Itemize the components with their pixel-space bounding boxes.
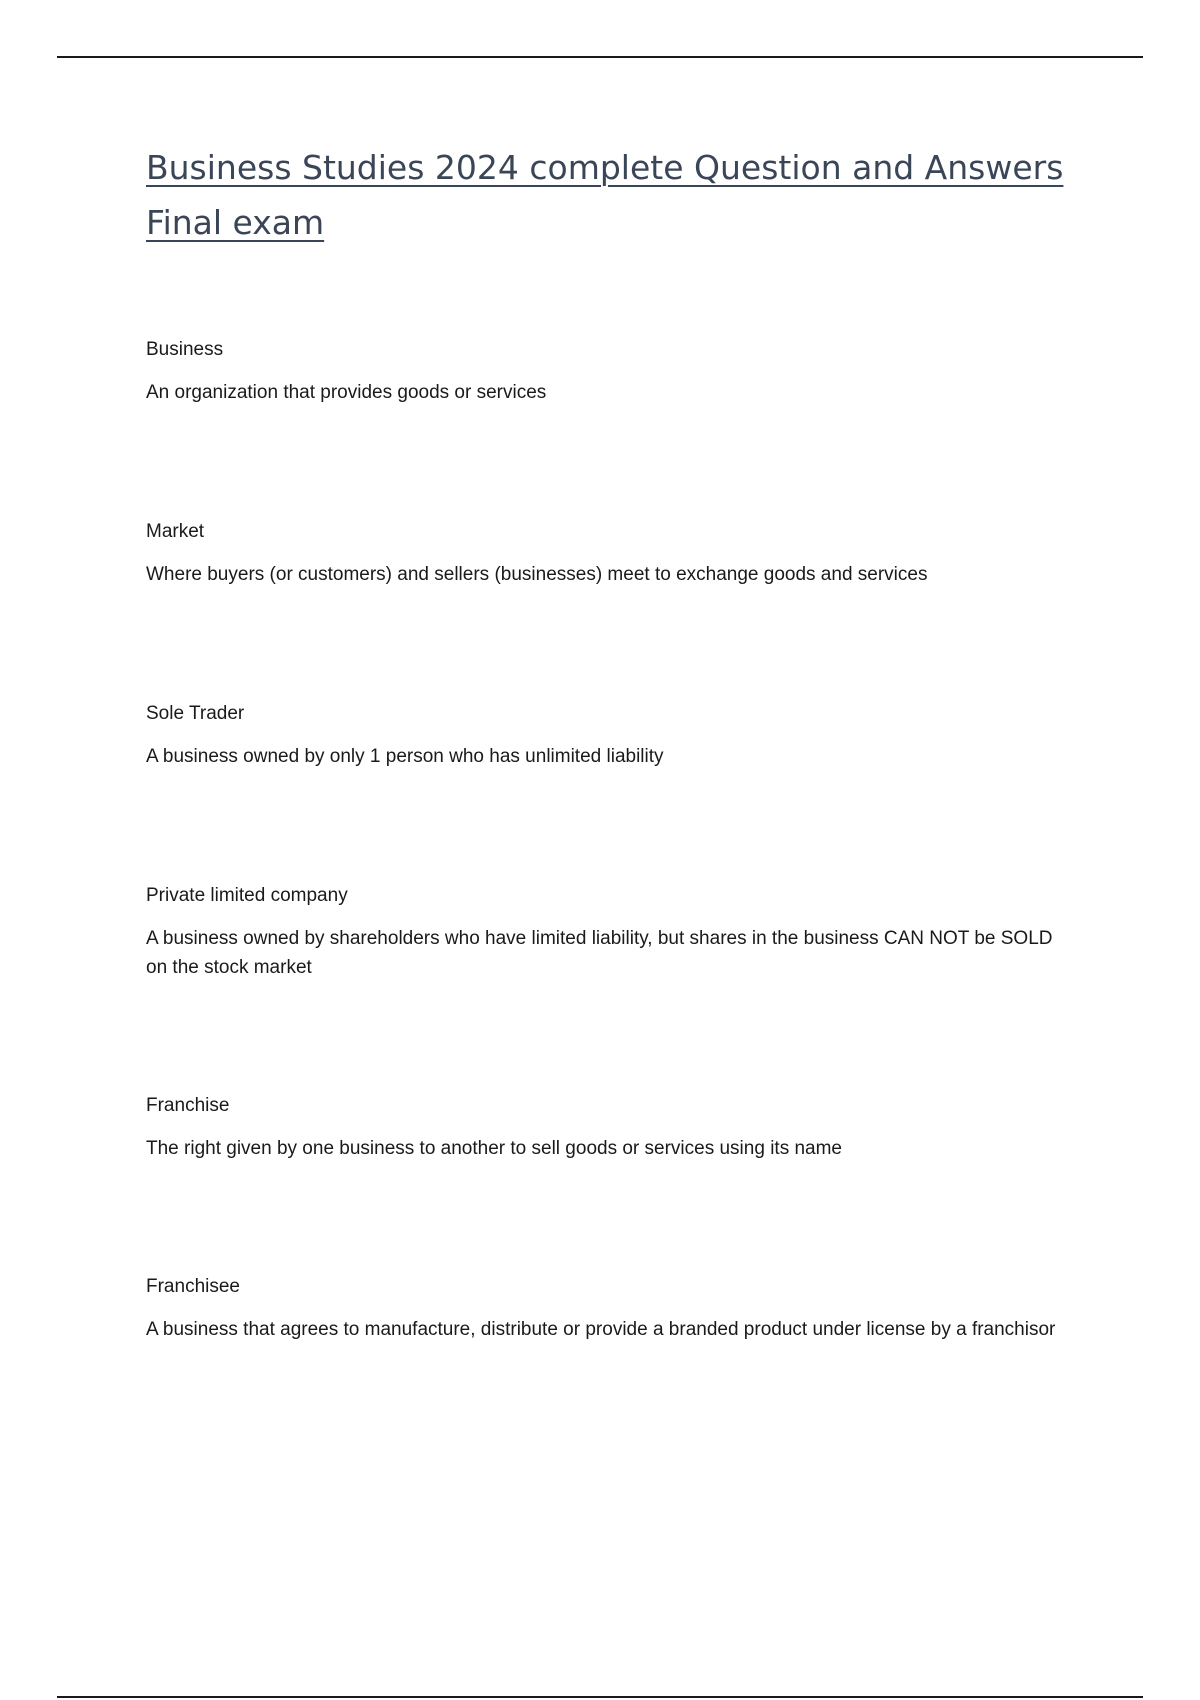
qa-entry-franchisee <box>146 1275 1066 1344</box>
entry-term: Sole Trader <box>146 703 245 724</box>
entry-definition: A business owned by shareholders who have limited liability, but shares in the business CAN NOT be SOLD on the stock market <box>146 928 1053 978</box>
qa-entry-business <box>146 338 1066 407</box>
entry-definition: A business that agrees to manufacture, distribute or provide a branded product under license by a franchisor <box>146 1319 1056 1340</box>
entry-definition: A business owned by only 1 person who has unlimited liability <box>146 746 664 767</box>
header-rule <box>57 56 1143 58</box>
entry-term: Business <box>146 339 224 360</box>
document-title: Business Studies 2024 complete Question and Answers Final exam <box>146 148 1064 242</box>
footer-rule <box>57 1696 1143 1698</box>
entry-term: Market <box>146 521 205 542</box>
entry-term: Franchisee <box>146 1276 240 1297</box>
entry-definition: The right given by one business to another to sell goods or services using its name <box>146 1138 842 1159</box>
entry-term: Franchise <box>146 1095 230 1116</box>
entry-definition: Where buyers (or customers) and sellers (businesses) meet to exchange goods and services <box>146 564 928 585</box>
qa-entry-private-limited-company <box>146 884 1066 982</box>
qa-entry-market <box>146 520 1066 589</box>
qa-entry-franchise <box>146 1094 1066 1163</box>
entry-term: Private limited company <box>146 885 348 906</box>
entry-definition: An organization that provides goods or services <box>146 382 547 403</box>
qa-entry-sole-trader <box>146 702 1066 771</box>
